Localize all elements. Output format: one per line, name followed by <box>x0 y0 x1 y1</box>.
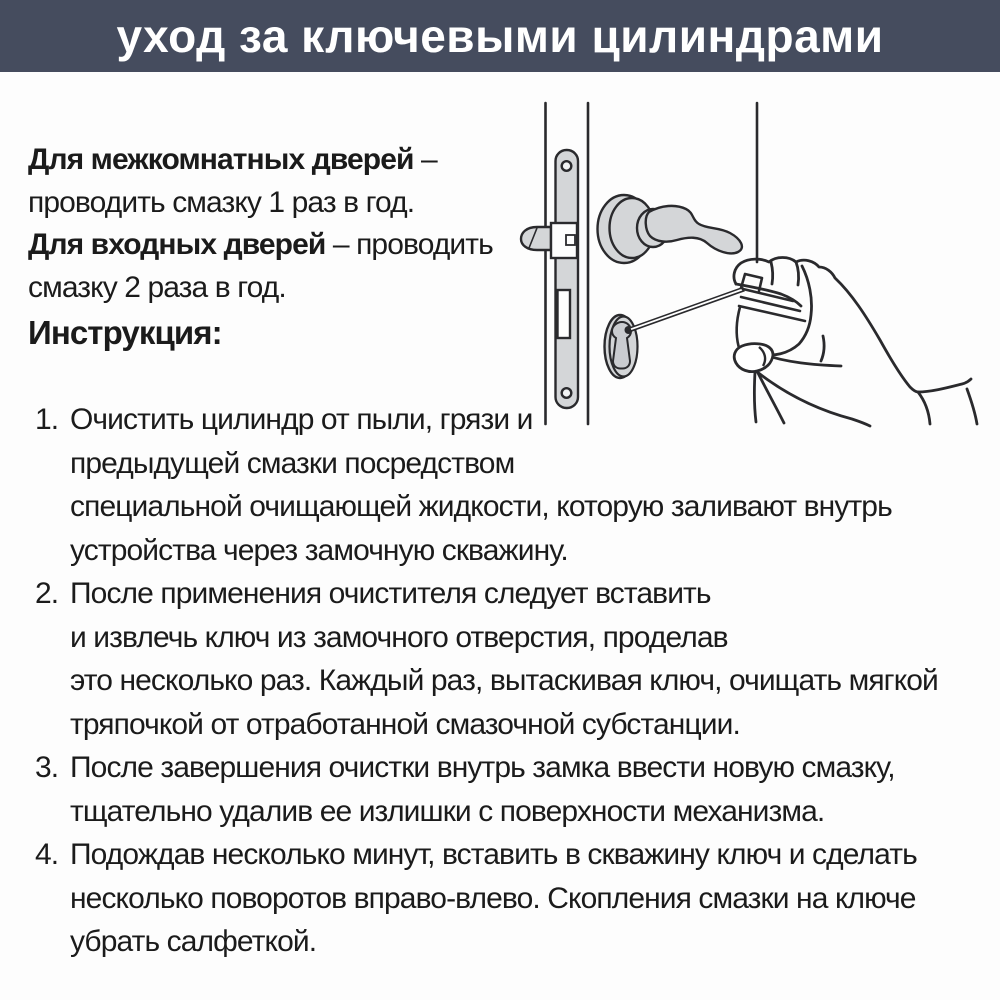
list-item <box>35 833 938 964</box>
mortise-lock-faceplate <box>556 150 579 408</box>
instructions-heading: Инструкция: <box>28 314 222 351</box>
list-item-text: Очистить цилиндр от пыли, грязи и предыдущей смазки посредством специальной очищающей жидкости, которую заливают внутрь устройства через замочную скважину. <box>70 403 892 567</box>
intro-line: Для межкомнатных дверей – <box>28 143 437 176</box>
strike-slot <box>558 290 571 338</box>
list-item-text: После применения очистителя следует вставить и извлечь ключ из замочного отверстия, проделав это несколько раз. Каждый раз, вытаскивая ключ, очищать мягкой тряпочкой от отработанной смазочной субстанции. <box>70 577 938 741</box>
screw-icon <box>562 388 572 398</box>
hand-outline <box>734 258 971 393</box>
intro-text <box>28 139 493 309</box>
forearm-edge <box>967 389 977 424</box>
list-item <box>35 572 938 746</box>
list-item-number: 3. <box>35 751 59 784</box>
intro-line: проводить смазку 1 раз в год. <box>28 185 415 219</box>
intro-line: смазку 2 раза в год. <box>28 270 286 304</box>
keyhole-escutcheon <box>605 315 638 378</box>
list-item <box>35 398 938 572</box>
door-handle <box>598 195 742 263</box>
finger-front-edge <box>759 266 812 355</box>
list-item-number: 4. <box>35 838 59 871</box>
intro-line: Для входных дверей – проводить <box>28 228 493 261</box>
screw-icon <box>562 161 572 171</box>
thumb <box>734 344 773 372</box>
list-item-text: Подождав несколько минут, вставить в скважину ключ и сделать несколько поворотов вправо-влево. Скопления смазки на ключе убрать салфеткой. <box>70 838 917 958</box>
list-item-number: 1. <box>35 403 59 436</box>
list-item-number: 2. <box>35 577 59 610</box>
knuckle-line <box>796 262 799 285</box>
latch-bolt <box>521 227 551 250</box>
instructions-list <box>35 398 938 964</box>
page-title: уход за ключевыми цилиндрами <box>116 10 884 62</box>
lubricant-straw <box>629 289 744 330</box>
knuckle-line <box>771 262 773 284</box>
list-item <box>35 746 938 833</box>
finger-separation-line <box>821 336 824 361</box>
list-item-text: После завершения очистки внутрь замка ввести новую смазку, тщательно удалив ее излишки с поверхности механизма. <box>70 751 895 828</box>
can-cap-ring <box>739 306 805 321</box>
